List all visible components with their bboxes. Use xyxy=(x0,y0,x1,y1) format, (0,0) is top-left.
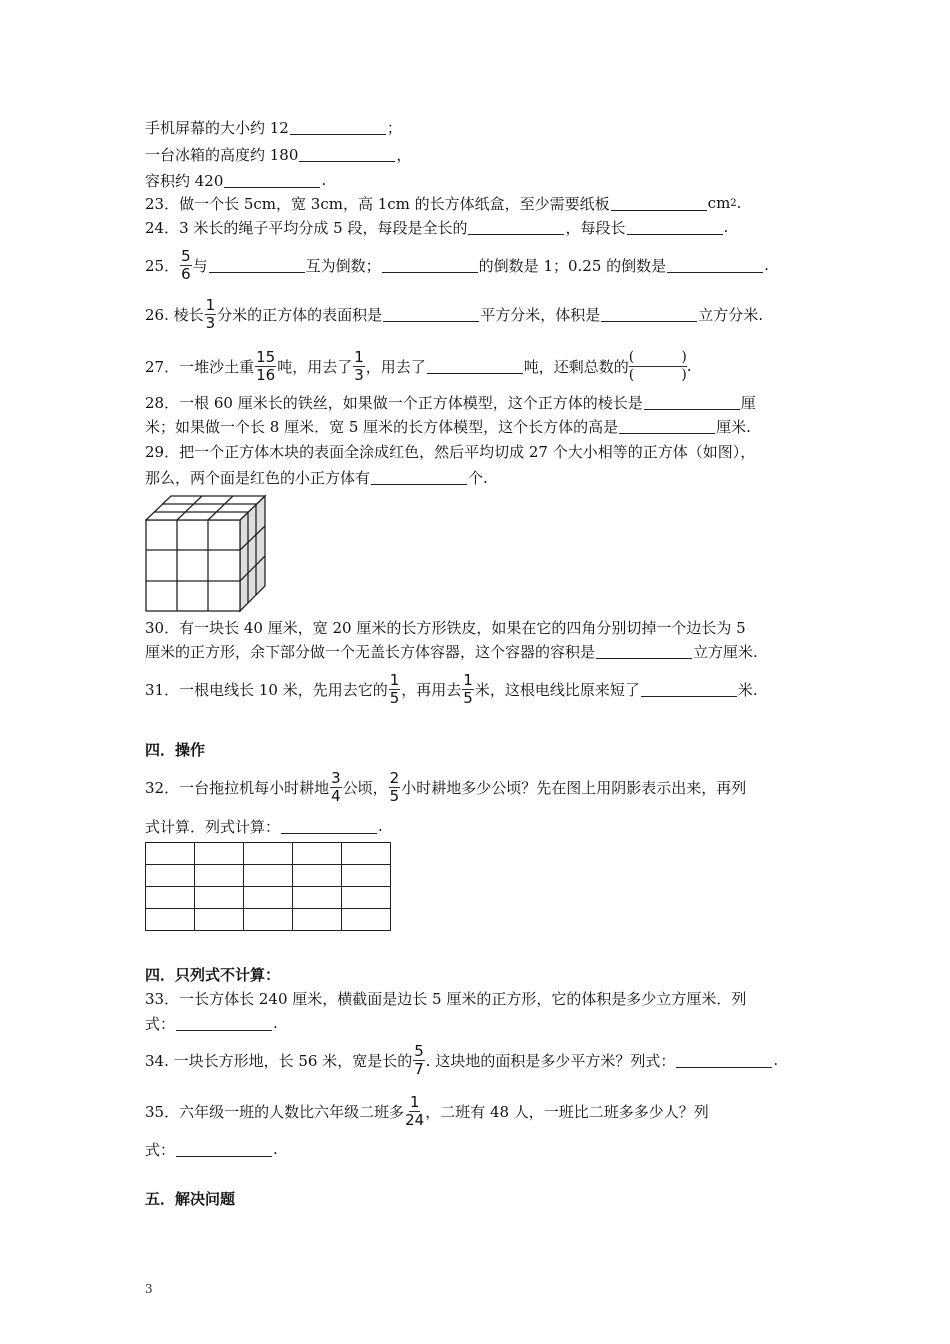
numerator: 15 xyxy=(256,347,276,366)
text: . xyxy=(273,1140,278,1158)
text-line xyxy=(145,191,741,215)
text-line xyxy=(145,1186,235,1210)
page-number: 3 xyxy=(145,1282,153,1296)
numerator: 5 xyxy=(414,1041,424,1060)
text-line xyxy=(145,414,751,438)
numerator: 1 xyxy=(205,295,216,314)
section-heading: 四．操作 xyxy=(145,740,206,759)
grid-cell[interactable] xyxy=(293,909,342,931)
answer-blank[interactable] xyxy=(644,395,740,410)
answer-blank[interactable] xyxy=(281,819,377,834)
answer-blank[interactable] xyxy=(209,258,305,273)
text: 互为倒数； xyxy=(305,256,381,275)
fraction xyxy=(330,770,342,805)
denominator: 3 xyxy=(354,365,364,384)
fraction xyxy=(353,349,365,384)
text: 厘米的正方形，余下部分做一个无盖长方体容器，这个容器的容积是 xyxy=(145,642,596,661)
text-line xyxy=(145,115,402,139)
text: 35．六年级一班的人数比六年级二班多 xyxy=(145,1102,405,1121)
text: 34. 一块长方形地，长 56 米，宽是长的 xyxy=(145,1051,413,1070)
grid-cell[interactable] xyxy=(293,887,342,909)
grid-cell[interactable] xyxy=(146,909,195,931)
text-line xyxy=(145,1092,709,1129)
grid-cell[interactable] xyxy=(293,843,342,865)
denominator: 5 xyxy=(389,688,400,707)
answer-blank[interactable] xyxy=(667,258,763,273)
cube-figure xyxy=(145,494,270,614)
grid-cell[interactable] xyxy=(195,843,244,865)
answer-blank[interactable] xyxy=(619,419,715,434)
section-heading: 五．解决问题 xyxy=(145,1189,236,1208)
answer-blank[interactable] xyxy=(382,258,478,273)
grid-cell[interactable] xyxy=(342,887,391,909)
grid-cell[interactable] xyxy=(195,865,244,887)
text: 28．一根 60 厘米长的铁丝，如果做一个正方体模型，这个正方体的棱长是 xyxy=(145,393,643,412)
fraction xyxy=(180,248,192,283)
text: 32．一台拖拉机每小时耕地 xyxy=(145,778,330,797)
answer-blank[interactable] xyxy=(176,1142,272,1157)
text-line xyxy=(145,986,746,1010)
fraction xyxy=(462,672,474,707)
fraction-blank[interactable]: ( ) ( ) xyxy=(628,348,687,383)
fraction xyxy=(389,672,401,707)
grid-cell[interactable] xyxy=(342,865,391,887)
text: ，再用去 xyxy=(401,680,462,699)
text: 23．做一个长 5cm，宽 3cm，高 1cm 的长方体纸盒，至少需要纸板 xyxy=(145,194,610,213)
answer-blank[interactable] xyxy=(176,1016,272,1031)
answer-blank[interactable] xyxy=(383,307,479,322)
text: 30．有一块长 40 厘米，宽 20 厘米的长方形铁皮，如果在它的四角分别切掉一个边长为 5 xyxy=(145,618,746,637)
text: 分米的正方体的表面积是 xyxy=(217,305,383,324)
answer-blank[interactable] xyxy=(299,147,395,162)
text-line xyxy=(145,1041,779,1078)
text: 厘 xyxy=(740,393,756,412)
denominator: 4 xyxy=(331,786,341,805)
grid-cell[interactable] xyxy=(195,887,244,909)
answer-blank[interactable] xyxy=(611,196,707,211)
text: ， xyxy=(396,145,412,164)
text: 立方厘米. xyxy=(693,642,758,661)
text: . xyxy=(723,218,729,236)
fraction xyxy=(205,297,217,332)
text-line xyxy=(145,615,746,639)
answer-blank[interactable] xyxy=(290,120,386,135)
text: cm xyxy=(707,194,731,212)
numerator: 1 xyxy=(463,670,473,689)
answer-blank[interactable] xyxy=(676,1053,772,1068)
denominator: 7 xyxy=(414,1059,424,1078)
text: . xyxy=(321,171,327,189)
text: 29．把一个正方体木块的表面全涂成红色，然后平均切成 27 个大小相等的正方体（如图）， xyxy=(145,442,756,461)
grid-cell[interactable] xyxy=(342,843,391,865)
text: . xyxy=(378,817,383,835)
grid-cell[interactable] xyxy=(244,843,293,865)
answer-blank[interactable] xyxy=(427,359,523,374)
text-line xyxy=(145,439,755,463)
denominator: 16 xyxy=(256,365,276,384)
denominator: 24 xyxy=(405,1110,425,1129)
text: 式： xyxy=(145,1140,176,1159)
text: 立方分米. xyxy=(698,305,763,324)
text: 容积约 420 xyxy=(145,171,224,190)
text-line xyxy=(145,347,692,384)
denominator: 5 xyxy=(389,786,400,805)
text: 31．一根电线长 10 米，先用去它的 xyxy=(145,680,388,699)
text-line xyxy=(145,295,763,332)
grid-cell[interactable] xyxy=(244,887,293,909)
answer-blank[interactable] xyxy=(641,682,737,697)
text: 的倒数是 1；0.25 的倒数是 xyxy=(478,256,667,275)
text: ； xyxy=(386,118,402,137)
text: 与 xyxy=(192,256,208,275)
text: . 这块地的面积是多少平方米？列式： xyxy=(425,1051,676,1070)
text: 个. xyxy=(468,468,488,487)
text: 式计算．列式计算： xyxy=(145,817,281,836)
answer-blank[interactable] xyxy=(224,173,320,188)
text: 33．一长方体长 240 厘米，横截面是边长 5 厘米的正方形，它的体积是多少立方厘米．列 xyxy=(145,989,747,1008)
text: 吨，用去了 xyxy=(277,357,353,376)
text: 24．3 米长的绳子平均分成 5 段，每段是全长的 xyxy=(145,218,468,237)
text-line xyxy=(145,142,411,166)
text-line xyxy=(145,814,383,838)
fraction xyxy=(255,349,276,384)
grid-cell[interactable] xyxy=(293,865,342,887)
text: 厘米. xyxy=(716,417,751,436)
numerator: 5 xyxy=(181,246,191,265)
text: 公顷， xyxy=(342,778,388,797)
text: 手机屏幕的大小约 12 xyxy=(145,118,289,137)
fraction xyxy=(405,1094,424,1129)
text-line xyxy=(145,1137,278,1161)
grid-cell[interactable] xyxy=(342,909,391,931)
text: ，每段长 xyxy=(565,218,626,237)
text: . xyxy=(273,1014,278,1032)
grid-cell[interactable] xyxy=(244,909,293,931)
answer-blank[interactable] xyxy=(627,220,723,235)
text-line xyxy=(145,639,758,663)
text: 吨，还剩总数的 xyxy=(523,357,629,376)
denominator: 5 xyxy=(463,688,473,707)
grid-cell[interactable] xyxy=(146,843,195,865)
superscript: 2 xyxy=(730,197,737,209)
numerator: 1 xyxy=(389,670,400,689)
answer-blank[interactable] xyxy=(371,470,467,485)
grid-cell[interactable] xyxy=(195,909,244,931)
grid-cell[interactable] xyxy=(146,887,195,909)
text: 那么，两个面是红色的小正方体有 xyxy=(145,468,371,487)
fraction xyxy=(413,1043,425,1078)
denominator: 6 xyxy=(181,264,191,283)
text: . xyxy=(773,1051,779,1069)
numerator: 2 xyxy=(389,768,400,787)
text: . xyxy=(686,357,692,375)
section-heading: 四．只列式不计算： xyxy=(145,965,281,984)
answer-blank[interactable] xyxy=(468,220,564,235)
text: . xyxy=(736,194,742,212)
answer-blank[interactable] xyxy=(601,307,697,322)
text-line xyxy=(145,737,205,761)
text: 27．一堆沙土重 xyxy=(145,357,255,376)
shading-grid[interactable] xyxy=(145,842,391,931)
text-line xyxy=(145,390,756,414)
text: . xyxy=(764,256,769,274)
numerator: 3 xyxy=(331,768,341,787)
text-line xyxy=(145,215,728,239)
text: ，二班有 48 人，一班比二班多多少人？列 xyxy=(425,1102,709,1121)
text: 25． xyxy=(145,256,180,275)
text-line xyxy=(145,168,326,192)
denominator: 3 xyxy=(205,313,216,332)
text-line xyxy=(145,1011,278,1035)
text: 米；如果做一个长 8 厘米．宽 5 厘米的长方体模型，这个长方体的高是 xyxy=(145,417,619,436)
text-line xyxy=(145,670,758,707)
text: ，用去了 xyxy=(365,357,426,376)
text-line xyxy=(145,768,747,805)
numerator: 1 xyxy=(354,347,364,366)
text-line xyxy=(145,246,769,283)
text: 式： xyxy=(145,1014,176,1033)
text-line xyxy=(145,962,280,986)
text-line xyxy=(145,465,488,489)
text: 一台冰箱的高度约 180 xyxy=(145,145,299,164)
text: 小时耕地多少公顷？先在图上用阴影表示出来，再列 xyxy=(401,778,747,797)
text: 米，这根电线比原来短了 xyxy=(474,680,640,699)
text: 米. xyxy=(737,680,758,699)
answer-blank[interactable] xyxy=(596,644,692,659)
grid-cell[interactable] xyxy=(244,865,293,887)
numerator: 1 xyxy=(409,1092,420,1111)
text: 平方分米，体积是 xyxy=(480,305,601,324)
text: 26. 棱长 xyxy=(145,305,204,324)
grid-cell[interactable] xyxy=(146,865,195,887)
fraction xyxy=(389,770,401,805)
